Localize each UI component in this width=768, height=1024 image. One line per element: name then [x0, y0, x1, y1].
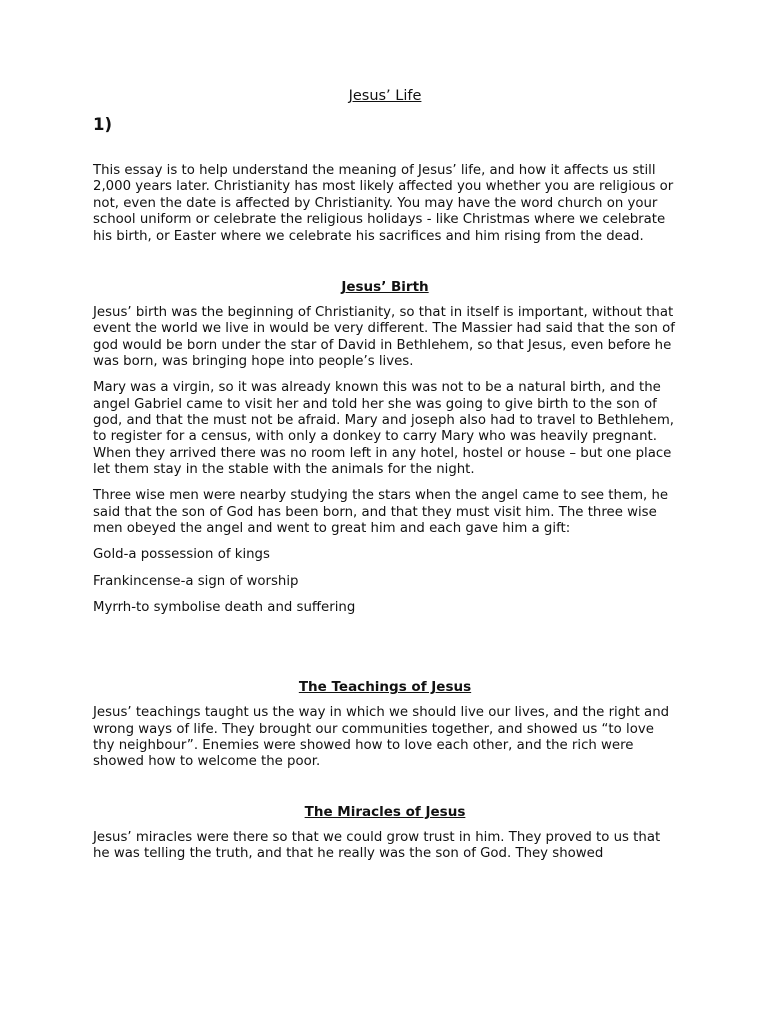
miracles-paragraph: Jesus’ miracles were there so that we could grow trust in him. They proved to us that he was telling the truth, and that he really was the son of God. They showed [93, 829, 661, 862]
birth-paragraph-1: Jesus’ birth was the beginning of Christianity, so that in itself is important, without that event the world we live in would be very different. The Massier had said that the son of god would be born under the star of David in Bethlehem, so that Jesus, even before he was born, was bringing hope into people’s lives. [93, 305, 675, 370]
birth-paragraph-2: Mary was a virgin, so it was already known this was not to be a natural birth, and the angel Gabriel came to visit her and told her she was going to give birth to the son of god, and that the must not be afraid. Mary and joseph also had to travel to Bethlehem, to register for a census, with only a donkey to carry Mary who was heavily pregnant. When they arrived there was no room left in any hotel, hostel or house – but one place let them stay in the stable with the animals for the night. [93, 380, 675, 478]
gift-frankincense: Frankincense-a sign of worship [93, 573, 299, 589]
document-title: Jesus’ Life [348, 88, 422, 104]
section-number: 1) [93, 115, 113, 134]
teachings-heading: The Teachings of Jesus [298, 679, 472, 696]
document-page [93, 86, 677, 863]
intro-paragraph: This essay is to help understand the meaning of Jesus’ life, and how it affects us still 2,000 years later. Christianity has most likely affected you whether you are religious or not, even the date is affected by Christianity. You may have the word church on your school uniform or celebrate the religious holidays - like Christmas where we celebrate his birth, or Easter where we celebrate his sacrifices and him rising from the dead. [93, 163, 674, 244]
birth-heading: Jesus’ Birth [341, 279, 429, 296]
gift-gold: Gold-a possession of kings [93, 547, 270, 563]
birth-paragraph-3: Three wise men were nearby studying the stars when the angel came to see them, he said that the son of God has been born, and that they must visit him. The three wise men obeyed the angel and went to great him and each gave him a gift: [93, 488, 669, 537]
teachings-paragraph: Jesus’ teachings taught us the way in which we should live our lives, and the right and wrong ways of life. They brought our communities together, and showed us “to love thy neighbour”. Enemies were showed how to love each other, and the rich were showed how to welcome the poor. [93, 705, 670, 770]
gift-myrrh: Myrrh-to symbolise death and suffering [93, 599, 356, 615]
miracles-heading: The Miracles of Jesus [304, 803, 466, 820]
